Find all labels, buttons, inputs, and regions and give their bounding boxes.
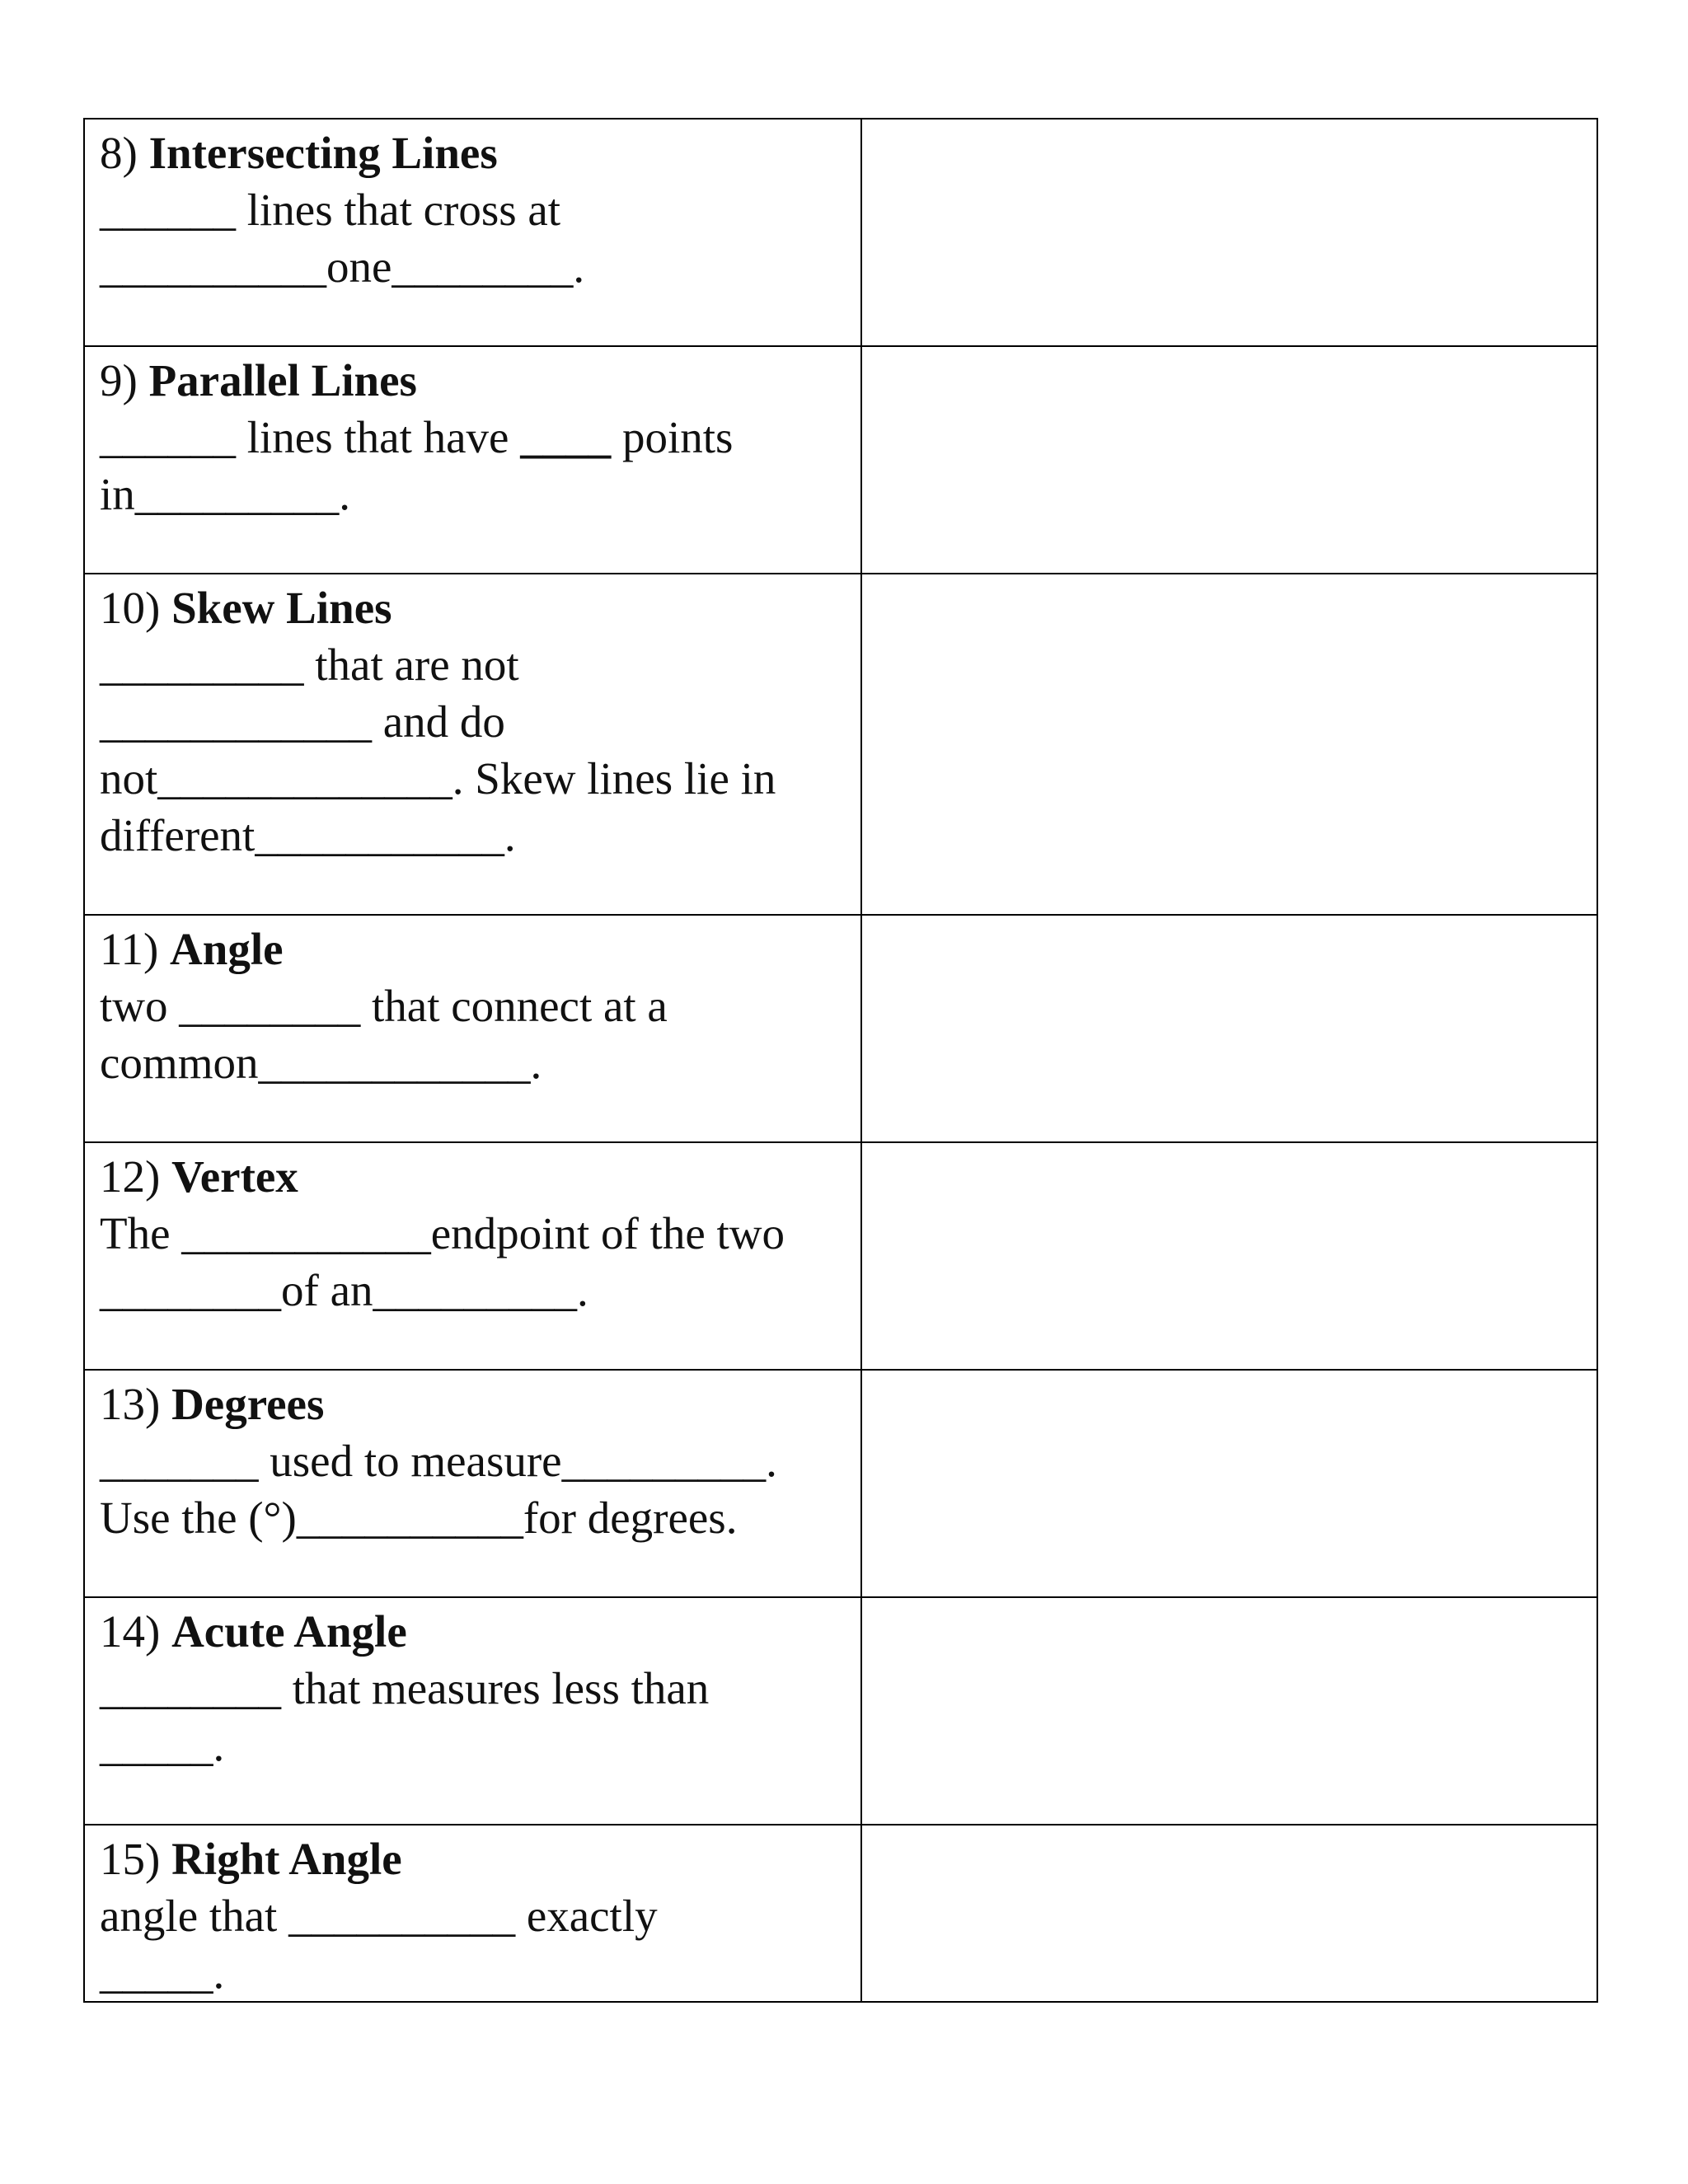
blank-bold: ____ bbox=[520, 412, 612, 462]
definition-line: The ___________endpoint of the two bbox=[100, 1208, 785, 1258]
term-name: Parallel Lines bbox=[148, 355, 417, 405]
answer-cell[interactable] bbox=[861, 1142, 1597, 1370]
definition-cell bbox=[84, 1825, 861, 2002]
answer-cell[interactable] bbox=[861, 574, 1597, 915]
term-heading bbox=[100, 1148, 846, 1205]
answer-cell[interactable] bbox=[861, 346, 1597, 574]
definition-cell bbox=[84, 1370, 861, 1597]
term-heading bbox=[100, 1603, 846, 1660]
definition-line: ______ lines that cross at bbox=[100, 185, 561, 235]
term-heading bbox=[100, 124, 846, 181]
definition-line: _____. bbox=[100, 1947, 225, 1998]
definition-text: points bbox=[611, 412, 734, 462]
term-name: Degrees bbox=[171, 1379, 325, 1429]
definition-line: ________of an_________. bbox=[100, 1265, 588, 1315]
term-number: 13) bbox=[100, 1379, 161, 1429]
table-row bbox=[84, 1825, 1597, 2002]
term-name: Right Angle bbox=[171, 1834, 402, 1884]
term-number: 11) bbox=[100, 924, 159, 974]
term-number: 15) bbox=[100, 1834, 161, 1884]
definition-line: __________one________. bbox=[100, 241, 585, 292]
definition-line: _______ used to measure_________. bbox=[100, 1436, 777, 1486]
vocabulary-table bbox=[83, 118, 1598, 2003]
answer-cell[interactable] bbox=[861, 1825, 1597, 2002]
answer-cell[interactable] bbox=[861, 915, 1597, 1142]
term-number: 12) bbox=[100, 1151, 161, 1202]
definition-cell bbox=[84, 1142, 861, 1370]
term-number: 8) bbox=[100, 128, 138, 178]
answer-cell[interactable] bbox=[861, 1370, 1597, 1597]
definition-text: ______ lines that have bbox=[100, 412, 521, 462]
answer-cell[interactable] bbox=[861, 1597, 1597, 1825]
term-name: Vertex bbox=[171, 1151, 298, 1202]
definition-line: _____. bbox=[100, 1720, 225, 1770]
term-number: 14) bbox=[100, 1606, 161, 1657]
definition-line: two ________ that connect at a bbox=[100, 981, 668, 1031]
table-row bbox=[84, 346, 1597, 574]
definition-line: different___________. bbox=[100, 810, 516, 860]
definition-cell bbox=[84, 915, 861, 1142]
definition-line: Use the (°)__________for degrees. bbox=[100, 1493, 738, 1543]
definition-line: _________ that are not bbox=[100, 640, 519, 690]
table-row bbox=[84, 1370, 1597, 1597]
definition-cell bbox=[84, 1597, 861, 1825]
term-heading bbox=[100, 1376, 846, 1432]
definition-line: ________ that measures less than bbox=[100, 1663, 710, 1713]
table-row bbox=[84, 574, 1597, 915]
term-name: Skew Lines bbox=[171, 583, 392, 633]
definition-line: in_________. bbox=[100, 469, 351, 519]
term-number: 9) bbox=[100, 355, 138, 405]
definition-line: not_____________. Skew lines lie in bbox=[100, 753, 776, 804]
table-row bbox=[84, 1142, 1597, 1370]
term-number: 10) bbox=[100, 583, 161, 633]
definition-line bbox=[100, 409, 846, 466]
table-row bbox=[84, 1597, 1597, 1825]
definition-line: ____________ and do bbox=[100, 696, 505, 747]
definition-line: angle that __________ exactly bbox=[100, 1891, 658, 1941]
term-heading bbox=[100, 352, 846, 409]
definition-cell bbox=[84, 574, 861, 915]
term-name: Intersecting Lines bbox=[148, 128, 498, 178]
term-heading bbox=[100, 1830, 846, 1887]
term-name: Acute Angle bbox=[171, 1606, 407, 1657]
definition-cell bbox=[84, 119, 861, 346]
term-name: Angle bbox=[170, 924, 284, 974]
table-row bbox=[84, 915, 1597, 1142]
definition-line: common____________. bbox=[100, 1038, 542, 1088]
answer-cell[interactable] bbox=[861, 119, 1597, 346]
table-row bbox=[84, 119, 1597, 346]
term-heading bbox=[100, 921, 846, 977]
definition-cell bbox=[84, 346, 861, 574]
term-heading bbox=[100, 579, 846, 636]
